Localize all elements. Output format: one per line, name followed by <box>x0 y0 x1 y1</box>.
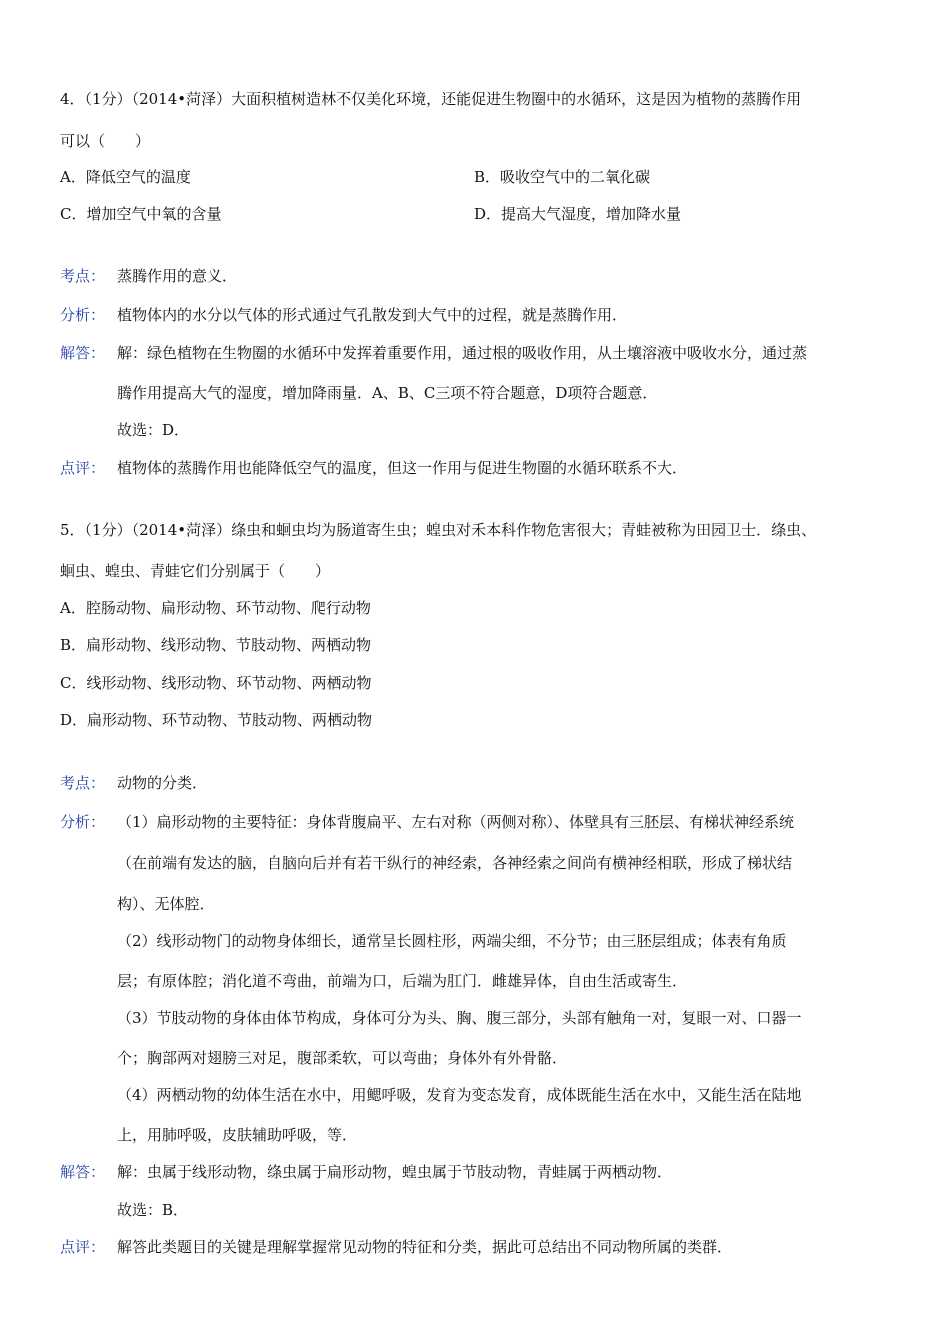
q5-jieda-line1: 解：虫属于线形动物，绦虫属于扁形动物，蝗虫属于节肢动物，青蛙属于两栖动物． <box>117 1163 673 1181</box>
q4-kaodian-text: 蒸腾作用的意义． <box>117 267 238 285</box>
q5-option-d: D．扁形动物、环节动物、节肢动物、两栖动物 <box>60 711 373 729</box>
q4-option-d: D．提高大气湿度，增加降水量 <box>474 205 682 223</box>
q5-jieda-line2: 故选：B． <box>117 1201 189 1219</box>
q5-fenxi-line: 构）、无体腔． <box>117 895 215 913</box>
q5-fenxi-line: 上，用肺呼吸，皮肤辅助呼吸，等． <box>117 1126 358 1144</box>
q5-dianping-label: 点评： <box>60 1238 106 1256</box>
q5-fenxi-line: （在前端有发达的脑，自脑向后并有若干纵行的神经索，各神经索之间尚有横神经相联，形成了梯状结 <box>117 854 793 872</box>
q5-option-b: B．扁形动物、线形动物、节肢动物、两栖动物 <box>60 636 372 654</box>
q5-fenxi-line: （2）线形动物门的动物身体细长，通常呈长圆柱形，两端尖细，不分节；由三胚层组成；体表有角质 <box>117 932 787 950</box>
q4-stem-line2: 可以（ ） <box>60 132 151 150</box>
q5-stem-line2: 蛔虫、蝗虫、青蛙它们分别属于（ ） <box>60 562 331 580</box>
q4-jieda-line1: 解：绿色植物在生物圈的水循环中发挥着重要作用，通过根的吸收作用，从土壤溶液中吸收水分，通过蒸 <box>117 344 808 362</box>
q5-option-c: C．线形动物、线形动物、环节动物、两栖动物 <box>60 674 372 692</box>
q4-jieda-line3: 故选：D． <box>117 421 190 439</box>
q5-fenxi-line: 个；胸部两对翅膀三对足，腹部柔软，可以弯曲；身体外有外骨骼． <box>117 1049 568 1067</box>
q4-dianping-label: 点评： <box>60 459 106 477</box>
q4-option-b: B．吸收空气中的二氧化碳 <box>474 168 651 186</box>
q5-jieda-label: 解答： <box>60 1163 106 1181</box>
q5-fenxi-line: （3）节肢动物的身体由体节构成，身体可分为头、胸、腹三部分，头部有触角一对，复眼一对、口器一 <box>117 1009 802 1027</box>
q5-kaodian-label: 考点： <box>60 774 106 792</box>
q5-kaodian-text: 动物的分类． <box>117 774 208 792</box>
q5-fenxi-line: （1）扁形动物的主要特征：身体背腹扁平、左右对称（两侧对称）、体壁具有三胚层、有梯状神经系统 <box>117 813 795 831</box>
q4-kaodian-label: 考点： <box>60 267 106 285</box>
q4-option-a: A．降低空气的温度 <box>60 168 191 186</box>
q4-jieda-label: 解答： <box>60 344 106 362</box>
q5-fenxi-line: 层；有原体腔；消化道不弯曲，前端为口，后端为肛门．雌雄异体，自由生活或寄生． <box>117 972 688 990</box>
q5-dianping-text: 解答此类题目的关键是理解掌握常见动物的特征和分类，据此可总结出不同动物所属的类群． <box>117 1238 733 1256</box>
q4-fenxi-label: 分析： <box>60 306 106 324</box>
q4-option-c: C．增加空气中氧的含量 <box>60 205 222 223</box>
q5-option-a: A．腔肠动物、扁形动物、环节动物、爬行动物 <box>60 599 371 617</box>
q4-fenxi-text: 植物体内的水分以气体的形式通过气孔散发到大气中的过程，就是蒸腾作用． <box>117 306 628 324</box>
q5-fenxi-label: 分析： <box>60 813 106 831</box>
q4-dianping-text: 植物体的蒸腾作用也能降低空气的温度，但这一作用与促进生物圈的水循环联系不大． <box>117 459 688 477</box>
q4-jieda-line2: 腾作用提高大气的湿度，增加降雨量．A、B、C三项不符合题意，D项符合题意． <box>117 384 658 402</box>
q5-stem-line1: 5．（1分）（2014•菏泽）绦虫和蛔虫均为肠道寄生虫；蝗虫对禾本科作物危害很大；青蛙被称为田园卫士．绦虫、 <box>60 521 817 539</box>
q4-stem-line1: 4．（1分）（2014•菏泽）大面积植树造林不仅美化环境，还能促进生物圈中的水循环，这是因为植物的蒸腾作用 <box>60 90 802 108</box>
q5-fenxi-line: （4）两栖动物的幼体生活在水中，用鳃呼吸，发育为变态发育，成体既能生活在水中，又能生活在陆地 <box>117 1086 802 1104</box>
